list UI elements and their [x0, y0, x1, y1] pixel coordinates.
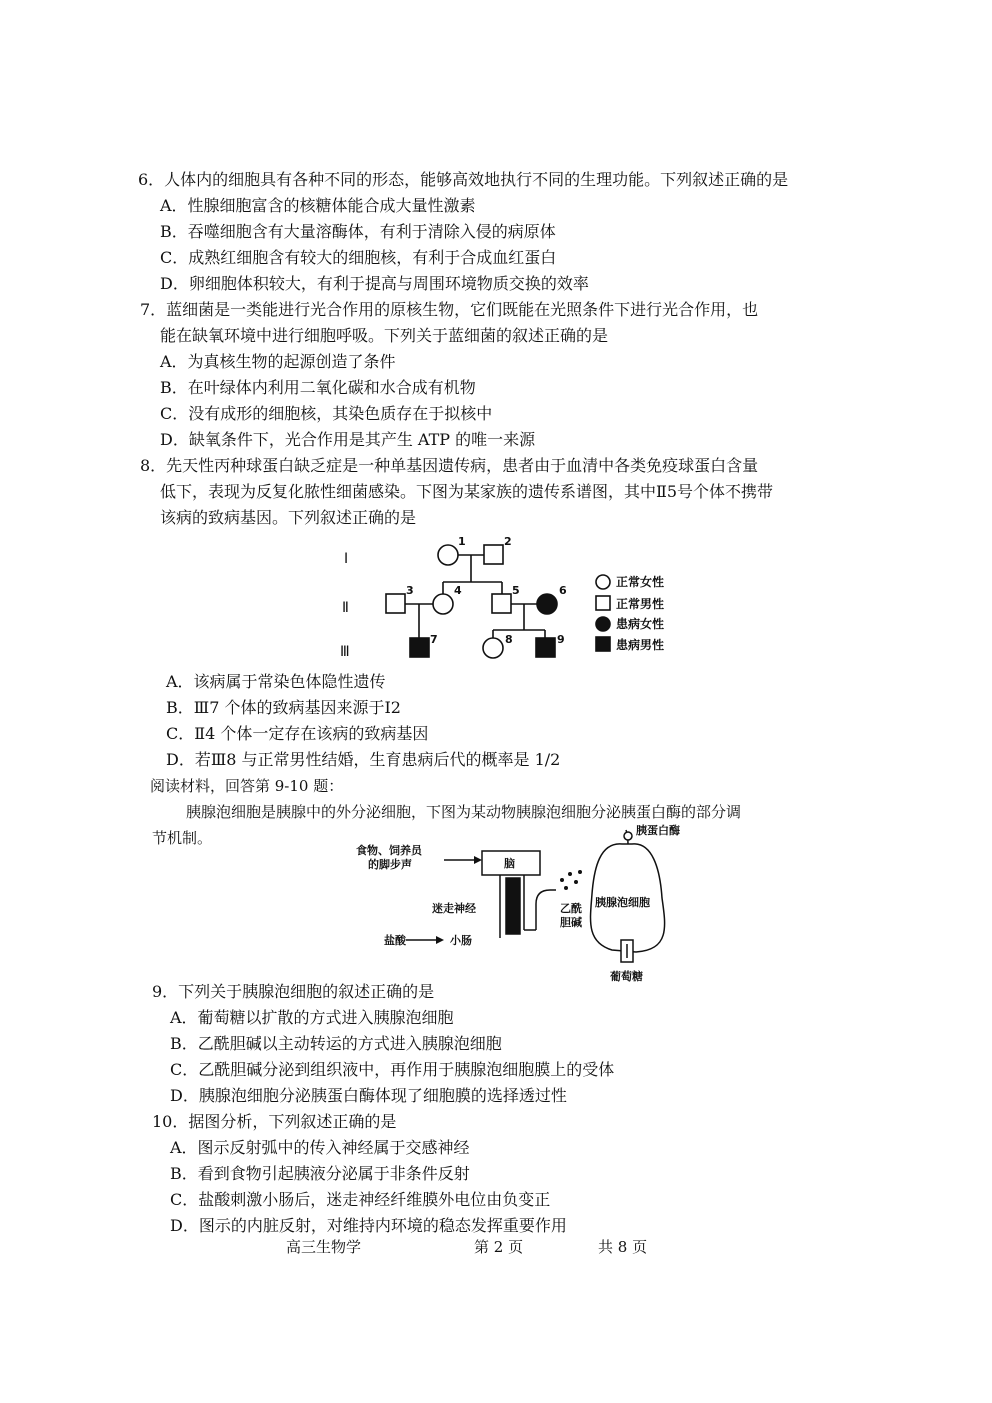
legend-affected-female: 患病女性	[616, 617, 665, 631]
material-intro: 阅读材料，回答第 9-10 题：	[150, 777, 344, 795]
legend-affected-female-icon	[596, 617, 610, 631]
label-9: 9	[557, 633, 565, 646]
label-5: 5	[512, 584, 520, 597]
individual-II6	[537, 594, 557, 614]
q8-stem-line3: 该病的致病基因。下列叙述正确的是	[160, 508, 417, 527]
generation-III-label: Ⅲ	[340, 644, 350, 660]
q9-option-d: D．胰腺泡细胞分泌胰蛋白酶体现了细胞膜的选择透过性	[170, 1086, 567, 1105]
individual-III7	[410, 638, 429, 657]
q7-stem-line2: 能在缺氧环境中进行细胞呼吸。下列关于蓝细菌的叙述正确的是	[160, 326, 609, 345]
acid-label: 盐酸	[384, 934, 406, 947]
legend-normal-male: 正常男性	[616, 597, 665, 611]
q9-option-c: C．乙酰胆碱分泌到组织液中，再作用于胰腺泡细胞膜上的受体	[170, 1060, 615, 1079]
brain-label: 脑	[504, 857, 515, 870]
q8-option-c: C．Ⅱ4 个体一定存在该病的致病基因	[166, 724, 429, 743]
q9-option-b: B．乙酰胆碱以主动转运的方式进入胰腺泡细胞	[170, 1034, 502, 1053]
q10-option-c: C．盐酸刺激小肠后，迷走神经纤维膜外电位由负变正	[170, 1190, 551, 1209]
stimulus-label-line1: 食物、饲养员	[356, 844, 422, 857]
individual-III8	[483, 638, 503, 658]
label-6: 6	[559, 584, 567, 597]
trypsin-label: 胰蛋白酶	[636, 824, 680, 837]
vagus-nerve-label: 迷走神经	[432, 902, 476, 915]
label-7: 7	[430, 633, 438, 646]
q6-option-d: D．卵细胞体积较大，有利于提高与周围环境物质交换的效率	[160, 274, 589, 293]
individual-II5	[492, 594, 511, 613]
stimulus-label-line2: 的脚步声	[368, 858, 412, 871]
q6-option-b: B．吞噬细胞含有大量溶酶体，有利于清除入侵的病原体	[160, 222, 556, 241]
material-text-line2: 节机制。	[152, 829, 213, 847]
acetylcholine-label-line2: 胆碱	[560, 916, 582, 929]
q8-option-b: B．Ⅲ7 个体的致病基因来源于Ⅰ2	[166, 698, 401, 717]
footer-total-pages: 共 8 页	[598, 1238, 648, 1256]
vagus-nerve-bar	[506, 878, 520, 934]
individual-III9	[536, 638, 555, 657]
acetylcholine-label-line1: 乙酰	[560, 902, 582, 915]
q8-option-d: D．若Ⅲ8 与正常男性结婚，生育患病后代的概率是 1/2	[166, 750, 561, 769]
legend-normal-female-icon	[596, 575, 610, 589]
legend-affected-male: 患病男性	[616, 638, 665, 652]
individual-II3	[386, 594, 405, 613]
footer-page-number: 第 2 页	[474, 1238, 524, 1256]
pancreas-secretion-diagram	[350, 820, 690, 990]
acinar-cell-label: 胰腺泡细胞	[595, 896, 650, 909]
q8-stem-line1: 8．先天性丙种球蛋白缺乏症是一种单基因遗传病，患者由于血清中各类免疫球蛋白含量	[140, 456, 759, 475]
label-2: 2	[504, 535, 512, 548]
individual-I2	[484, 545, 503, 564]
q9-stem: 9．下列关于胰腺泡细胞的叙述正确的是	[152, 982, 435, 1001]
material-text-line1: 胰腺泡细胞是胰腺中的外分泌细胞，下图为某动物胰腺泡细胞分泌胰蛋白酶的部分调	[186, 803, 742, 821]
q7-option-b: B．在叶绿体内利用二氧化碳和水合成有机物	[160, 378, 476, 397]
label-1: 1	[458, 535, 466, 548]
q6-option-c: C．成熟红细胞含有较大的细胞核，有利于合成血红蛋白	[160, 248, 557, 267]
generation-II-label: Ⅱ	[342, 600, 349, 616]
q8-option-a: A．该病属于常染色体隐性遗传	[166, 672, 386, 691]
q10-option-a: A．图示反射弧中的传入神经属于交感神经	[170, 1138, 470, 1157]
q10-stem: 10．据图分析，下列叙述正确的是	[152, 1112, 397, 1131]
individual-I1	[438, 545, 458, 565]
q10-option-d: D．图示的内脏反射，对维持内环境的稳态发挥重要作用	[170, 1216, 567, 1235]
legend-affected-male-icon	[596, 637, 610, 651]
q7-stem-line1: 7．蓝细菌是一类能进行光合作用的原核生物，它们既能在光照条件下进行光合作用，也	[140, 300, 759, 319]
legend-normal-female: 正常女性	[616, 575, 665, 589]
legend-normal-male-icon	[596, 596, 610, 610]
footer-subject: 高三生物学	[286, 1238, 362, 1256]
q10-option-b: B．看到食物引起胰液分泌属于非条件反射	[170, 1164, 470, 1183]
individual-II4	[433, 594, 453, 614]
glucose-label: 葡萄糖	[610, 970, 643, 983]
label-3: 3	[406, 584, 414, 597]
q8-stem-line2: 低下，表现为反复化脓性细菌感染。下图为某家族的遗传系谱图，其中Ⅱ5号个体不携带	[160, 482, 774, 501]
q6-stem: 6．人体内的细胞具有各种不同的形态，能够高效地执行不同的生理功能。下列叙述正确的是	[138, 170, 789, 189]
label-8: 8	[505, 633, 513, 646]
q6-option-a: A．性腺细胞富含的核糖体能合成大量性激素	[160, 196, 476, 215]
q7-option-a: A．为真核生物的起源创造了条件	[160, 352, 396, 371]
q7-option-d: D．缺氧条件下，光合作用是其产生 ATP 的唯一来源	[160, 430, 536, 449]
intestine-label: 小肠	[450, 934, 472, 947]
generation-I-label: Ⅰ	[344, 551, 349, 567]
q9-option-a: A．葡萄糖以扩散的方式进入胰腺泡细胞	[170, 1008, 454, 1027]
label-4: 4	[454, 584, 462, 597]
q7-option-c: C．没有成形的细胞核，其染色质存在于拟核中	[160, 404, 493, 423]
pedigree-chart	[330, 530, 690, 670]
